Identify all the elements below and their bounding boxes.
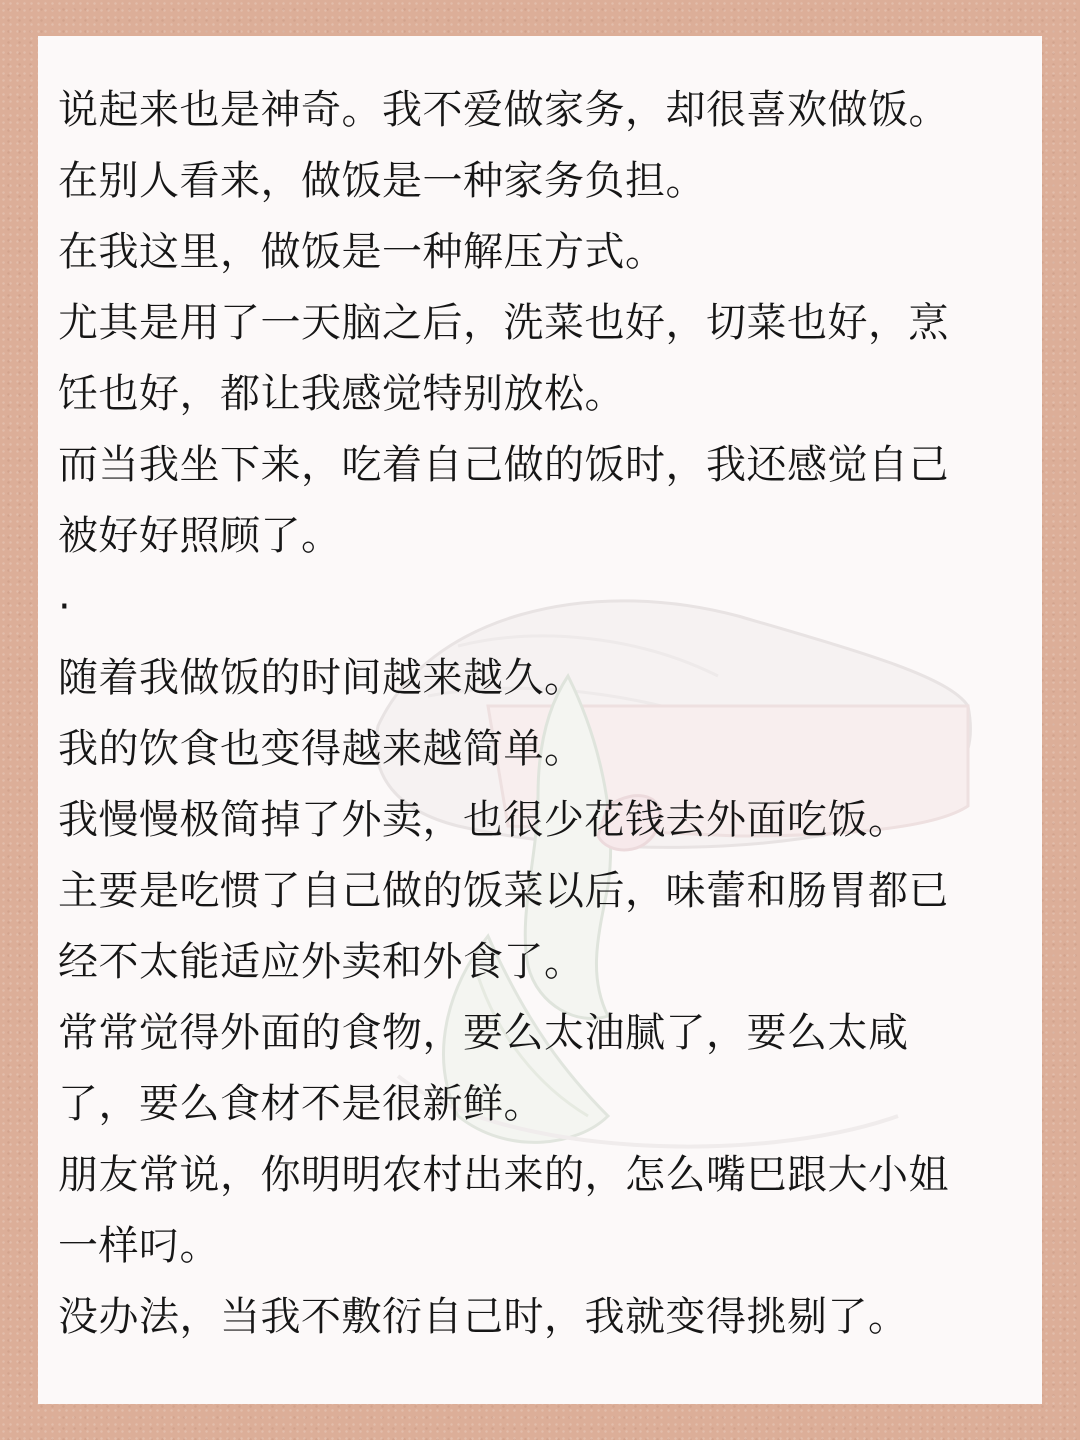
text-line: 被好好照顾了。 <box>58 513 342 559</box>
text-line: 在我这里，做饭是一种解压方式。 <box>58 229 666 275</box>
text-line: 说起来也是神奇。我不爱做家务，却很喜欢做饭。 <box>58 87 949 133</box>
text-card <box>38 36 1042 1404</box>
text-line: 主要是吃惯了自己做的饭菜以后，味蕾和肠胃都已 <box>58 868 949 914</box>
text-line: 随着我做饭的时间越来越久。 <box>58 655 585 701</box>
text-line: 饪也好，都让我感觉特别放松。 <box>58 371 625 417</box>
text-line: 了，要么食材不是很新鲜。 <box>58 1081 544 1127</box>
text-line: 而当我坐下来，吃着自己做的饭时，我还感觉自己 <box>58 442 949 488</box>
text-line: 我慢慢极简掉了外卖，也很少花钱去外面吃饭。 <box>58 797 909 843</box>
text-line: 一样叼。 <box>58 1223 220 1269</box>
text-line: 在别人看来，做饭是一种家务负担。 <box>58 158 706 204</box>
article-text <box>58 75 1018 1353</box>
text-line: 尤其是用了一天脑之后，洗菜也好，切菜也好，烹 <box>58 300 949 346</box>
text-line: 经不太能适应外卖和外食了。 <box>58 939 585 985</box>
text-line: 我的饮食也变得越来越简单。 <box>58 726 585 772</box>
text-line: 朋友常说，你明明农村出来的，怎么嘴巴跟大小姐 <box>58 1152 949 1198</box>
text-line: 常常觉得外面的食物，要么太油腻了，要么太咸 <box>58 1010 909 1056</box>
text-line: 没办法，当我不敷衍自己时，我就变得挑剔了。 <box>58 1294 909 1340</box>
separator-dot: · <box>58 584 72 630</box>
